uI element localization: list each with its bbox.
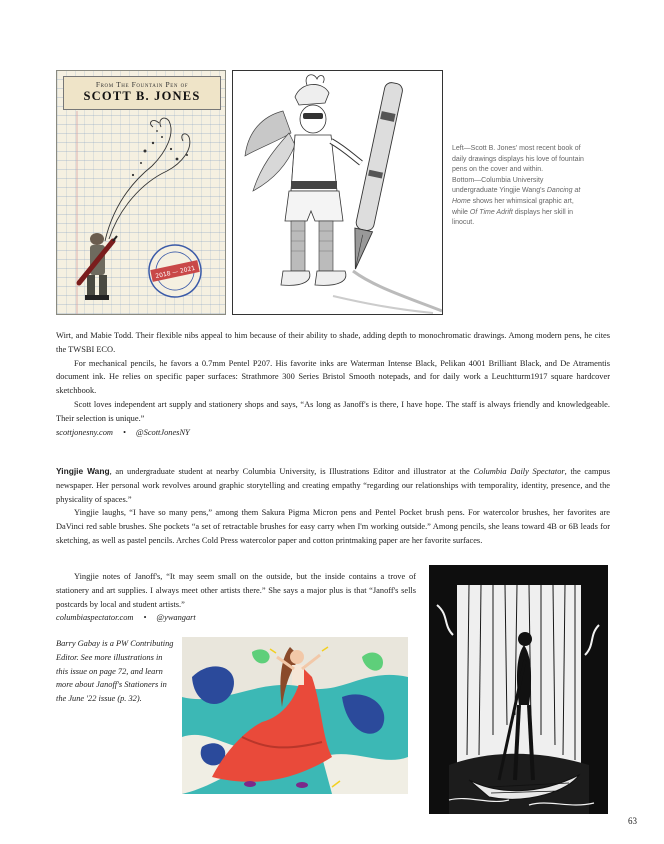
pen-ink-flourish-drawing bbox=[57, 71, 226, 315]
caption-title-dancing: Dancing at Home bbox=[452, 187, 581, 205]
paragraph: Yingjie laughs, “I have so many pens,” among them Sakura Pigma Micron pens and Pentel Pocket brush pens. For watercolor brushes, her favorites are DaVinci red sable brushes. She pockets “a set of retractable brushes for easy carry when I'm working outside.” Among pencils, she leans toward 4B or 6B leads for sketching, as well as pastel pencils. Arches Cold Press watercolor paper and cotton printmaking paper are her favorite surfaces. bbox=[56, 508, 610, 545]
paragraph: Yingjie notes of Janoff's, “It may seem small on the outside, but the inside contains a trove of stationery and art supplies. I always meet other artists there.” She says a major plus is that “Janoff's sells postcards by local and student artists.” bbox=[56, 572, 416, 609]
dancing-at-home-illustration bbox=[182, 637, 408, 794]
scott-website-link[interactable]: scottjonesny.com bbox=[56, 427, 113, 437]
book-cover-image bbox=[56, 70, 226, 315]
paragraph: For mechanical pencils, he favors a 0.7mm Pentel P207. His favorite inks are Waterman Intense Black, Pelikan 4001 Brilliant Black, and De Atramentis document ink. He relies on specific paper surfaces: Strathmore 300 Series Bristol Smooth notepads, and for daily work a Leuchtturm1917 square hardcover sketchbook. bbox=[56, 358, 610, 396]
bullet-separator: • bbox=[143, 613, 147, 623]
article-yingjie-section bbox=[56, 465, 610, 548]
bullet-separator: • bbox=[122, 427, 126, 437]
image-caption bbox=[452, 144, 587, 229]
yingjie-contact-line bbox=[56, 611, 416, 625]
caption-bottom: Bottom—Columbia University undergraduate Yingjie Wang's Dancing at Home shows her whimsical graphic art, while Of Time Adrift displays her skill in linocut. bbox=[452, 176, 581, 227]
scott-instagram-handle[interactable]: @ScottJonesNY bbox=[135, 427, 190, 437]
pen-illustration-image bbox=[232, 70, 443, 315]
scott-contact-line bbox=[56, 426, 610, 440]
yingjie-website-link[interactable]: columbiaspectator.com bbox=[56, 613, 134, 623]
article-yingjie-continued bbox=[56, 570, 416, 625]
cover-author: SCOTT B. JONES bbox=[83, 89, 201, 103]
of-time-adrift-linocut bbox=[429, 565, 608, 814]
cover-subtitle: From The Fountain Pen of bbox=[95, 80, 189, 89]
yingjie-instagram-handle[interactable]: @ywangart bbox=[156, 613, 196, 623]
figure-with-giant-pen-drawing bbox=[233, 71, 442, 314]
page-number: 63 bbox=[628, 816, 637, 826]
stamp-years: 2018 — 2021 bbox=[154, 264, 196, 281]
yingjie-name: Yingjie Wang bbox=[56, 466, 110, 476]
paragraph: Scott loves independent art supply and stationery shops and says, “As long as Janoff's is there, I have hope. The staff is always friendly and knowledgeable. Their selection is unique.” bbox=[56, 399, 610, 423]
caption-title-adrift: Of Time Adrift bbox=[469, 208, 513, 216]
gondolier-linocut-drawing bbox=[429, 565, 608, 814]
dancer-drawing bbox=[182, 637, 408, 794]
article-scott-section bbox=[56, 329, 610, 439]
author-credit: Barry Gabay is a PW Contributing Editor. See more illustrations in this issue on page 72, and learn more about Janoff's Stationers in the June '22 issue (p. 32). bbox=[56, 639, 174, 704]
paragraph: Yingjie Wang, an undergraduate student at nearby Columbia University, is Illustrations Editor and illustrator at the Columbia Daily Spectator, the campus newspaper. Her personal work revolves around graphic storytelling and creating empathy “regarding our relationships with temporality, identity, presence, and the physicality of spaces.” bbox=[56, 466, 610, 504]
publication-name: Columbia Daily Spectator bbox=[473, 467, 565, 476]
paragraph: Wirt, and Mabie Todd. Their flexible nibs appeal to him because of their ability to shade, adding depth to monochromatic drawings. Among modern pens, he cites the TWSBI ECO. bbox=[56, 331, 610, 354]
caption-left: Left—Scott B. Jones' most recent book of daily drawings displays his love of fountain pens on the cover and within. bbox=[452, 145, 584, 174]
